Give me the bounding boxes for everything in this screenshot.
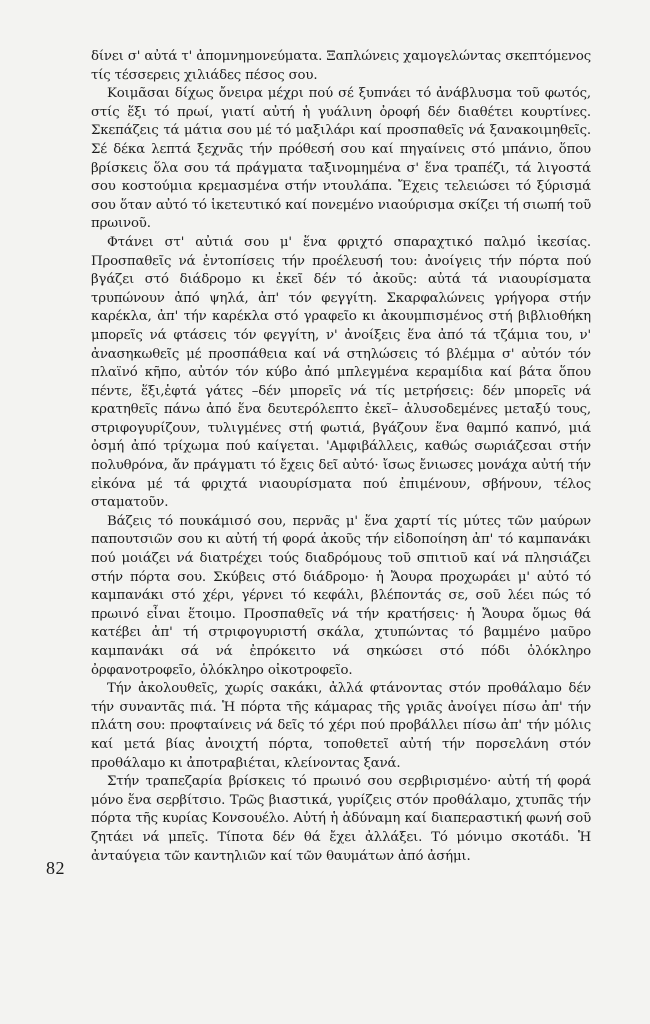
paragraph-3: Φτάνει στ' αὐτιά σου μ' ἕνα φριχτό σπαραχτικό παλμό ἱκεσίας. Προσπαθεῖς νά ἐντοπίσεις τήν προέλευσή του: ἀνοίγεις τήν πόρτα πού βγάζει στό διάδρομο κι ἐκεῖ δέν τό ἀκοῦς: αὐτά τά νιαουρίσματα τρυπώνουν ἀπό ψηλά, ἀπ' τόν φεγγίτη. Σκαρφαλώνεις γρήγορα στήν καρέκλα, ἀπ' τήν καρέκλα στό γραφεῖο κι ἀκουμπισμένος στή βιβλιοθήκη μπορεῖς νά φτάσεις τόν φεγγίτη, ν' ἀνοίξεις ἕνα ἀπό τά τζάμια του, ν' ἀνασηκωθεῖς μέ προσπάθεια καί νά στηλώσεις τό βλέμμα σ' αὐτόν τόν πλαϊνό κῆπο, αὐτόν τόν κύβο ἀπό μπλεγμένα κεραμίδια καί βάτα ὅπου πέντε, ἕξι,ἑφτά γάτες –δέν μπορεῖς νά τίς μετρήσεις: δέν μπορεῖς νά κρατηθεῖς πάνω ἀπό ἕνα δευτερόλεπτο ἐκεῖ– ἁλυσοδεμένες μεταξύ τους, στριφογυρίζουν, τυλιγμένες στή φωτιά, βγάζουν ἕνα θαμπό καπνό, μιά ὀσμή ἀπό τρίχωμα πού καίγεται. 'Αμφιβάλλεις, καθώς σωριάζεσαι στήν πολυθρόνα, ἄν πράγματι τό ἔχεις δεῖ αὐτό· ἴσως ἔνιωσες μονάχα αὐτή τήν εἰκόνα μέ τά φριχτά νιαουρίσματα πού ἐπιμένουν, σβήνουν, τέλος σταματοῦν. <box>91 234 591 511</box>
paragraph-6: Στήν τραπεζαρία βρίσκεις τό πρωινό σου σερβιρισμένο· αὐτή τή φορά μόνο ἕνα σερβίτσιο. Τρῶς βιαστικά, γυρίζεις στόν προθάλαμο, χτυπᾶς τήν πόρτα τῆς κυρίας Κονσουέλο. Αὐτή ἡ ἀδύναμη καί διαπεραστική φωνή σοῦ ζητάει νά μπεῖς. Τίποτα δέν θά ἔχει ἀλλάξει. Τό μόνιμο σκοτάδι. Ἡ ἀνταύγεια τῶν καντηλιῶν καί τῶν θαυμάτων ἀπό ἀσήμι. <box>91 774 591 864</box>
paragraph-5: Τήν ἀκολουθεῖς, χωρίς σακάκι, ἀλλά φτάνοντας στόν προθάλαμο δέν τήν συναντᾶς πιά. Ἡ πόρτα τῆς κάμαρας τῆς γριᾶς ἀνοίγει πίσω ἀπ' τήν πλάτη σου: προφταίνεις νά δεῖς τό χέρι πού προβάλλει πίσω ἀπ' τήν μόλις καί μετά βίας ἀνοιχτή πόρτα, τοποθετεῖ αὐτή τήν πορσελάνη στόν προθάλαμο κι ἀποτραβιέται, κλείνοντας ξανά. <box>91 681 591 771</box>
body-text <box>91 48 591 866</box>
paragraph-4: Βάζεις τό πουκάμισό σου, περνᾶς μ' ἕνα χαρτί τίς μύτες τῶν μαύρων παπουτσιῶν σου κι αὐτή τή φορά ἀκοῦς τήν εἰδοποίηση ἀπ' τό καμπανάκι πού μοιάζει νά διατρέχει τούς διαδρόμους τοῦ σπιτιοῦ καί νά πλησιάζει στήν πόρτα σου. Σκύβεις στό διάδρομο· ἡ Ἄουρα προχωράει μ' αὐτό τό καμπανάκι στό χέρι, γέρνει τό κεφάλι, βλέποντάς σε, σοῦ λέει πώς τό πρωινό εἶναι ἕτοιμο. Προσπαθεῖς νά τήν κρατήσεις· ἡ Ἄουρα ὅμως θά κατέβει ἀπ' τή στριφογυριστή σκάλα, χτυπώντας τό βαμμένο μαῦρο καμπανάκι σά νά ἐπρόκειτο νά σηκώσει στό πόδι ὁλόκληρο ὀρφανοτροφεῖο, ὁλόκληρο οἰκοτροφεῖο. <box>91 513 591 678</box>
paragraph-1: δίνει σ' αὐτά τ' ἀπομνημονεύματα. Ξαπλώνεις χαμογελώντας σκεπτόμενος τίς τέσσερεις χιλιάδες πέσος σου. <box>91 49 591 83</box>
page-number: 82 <box>46 858 65 878</box>
paragraph-2: Κοιμᾶσαι δίχως ὄνειρα μέχρι πού σέ ξυπνάει τό ἀνάβλυσμα τοῦ φωτός, στίς ἕξι τό πρωί, γιατί αὐτή ἡ γυάλινη ὀροφή δέν διαθέτει κουρτίνες. Σκεπάζεις τά μάτια σου μέ τό μαξιλάρι καί προσπαθεῖς νά ξανακοιμηθεῖς. Σέ δέκα λεπτά ξεχνᾶς τήν πρόθεσή σου καί πηγαίνεις στό μπάνιο, ὅπου βρίσκεις ὅλα σου τά πράγματα ταξινομημένα σ' ἕνα τραπέζι, τά λιγοστά σου κοστούμια κρεμασμένα στήν ντουλάπα. Ἔχεις τελειώσει τό ξύρισμά σου ὅταν αὐτό τό ἱκετευτικό καί πονεμένο νιαούρισμα σκίζει τή σιωπή τοῦ πρωινοῦ. <box>91 86 591 232</box>
